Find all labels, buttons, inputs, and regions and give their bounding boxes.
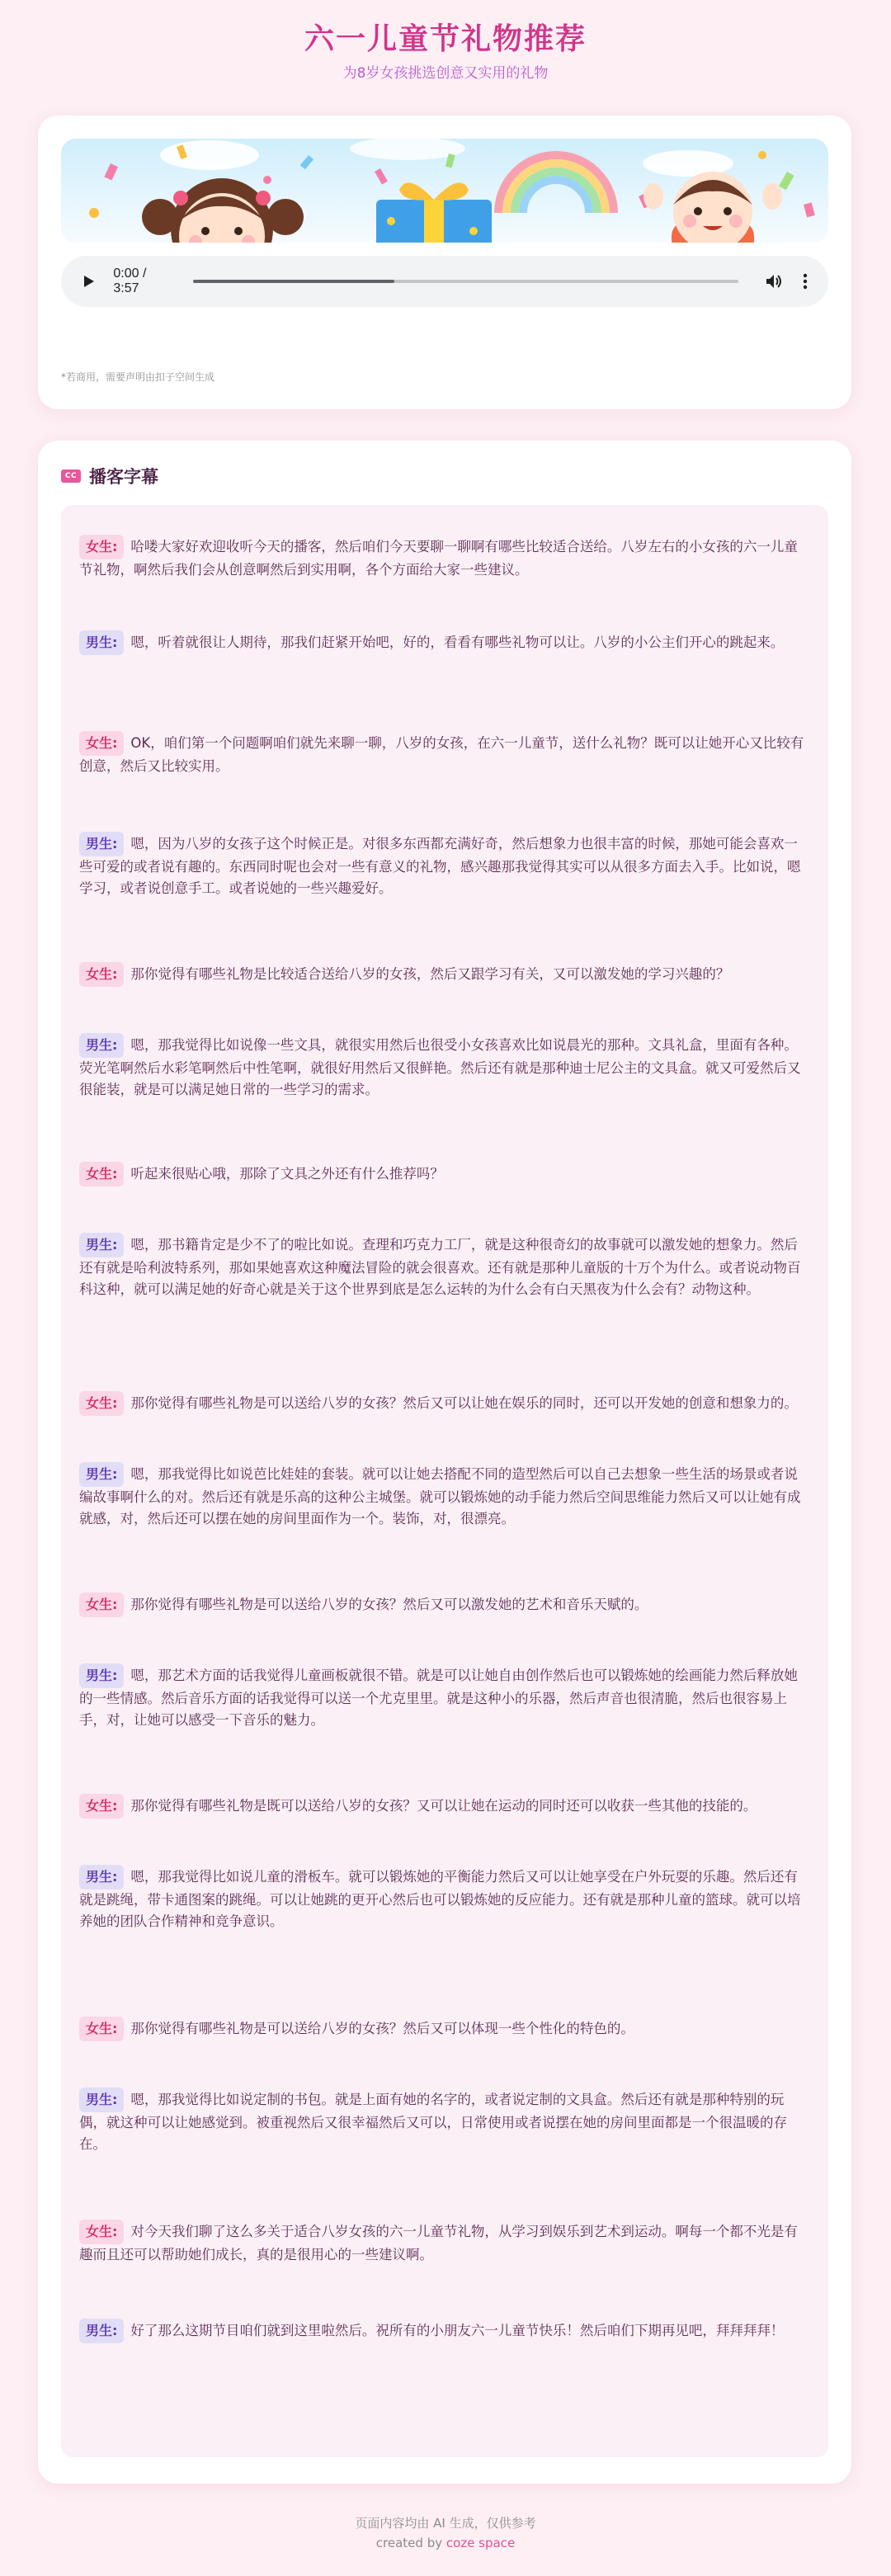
transcript-text: OK，咱们第一个问题啊咱们就先来聊一聊，八岁的女孩，在六一儿童节，送什么礼物？既可以让她开心又比较有创意，然后又比较实用。 [79,735,804,774]
speaker-tag-male: 男生: [79,1462,124,1487]
transcript-text: 哈喽大家好欢迎收听今天的播客，然后咱们今天要聊一聊啊有哪些比较适合送给。八岁左右的小女孩的六一儿童节礼物，啊然后我们会从创意啊然后到实用啊，各个方面给大家一些建议。 [79,539,798,578]
speaker-tag-male: 男生: [79,832,124,856]
transcript-text: 那你觉得有哪些礼物是既可以送给八岁的女孩？又可以让她在运动的同时还可以收获一些其他的技能的。 [130,1798,757,1814]
captions-icon: CC [61,469,81,483]
transcript-title: 播客字幕 [89,467,158,487]
transcript-text: 那你觉得有哪些礼物是比较适合送给八岁的女孩，然后又跟学习有关，又可以激发她的学习兴趣的？ [130,966,730,982]
boy-illustration [644,172,782,243]
transcript-text: 嗯，听着就很让人期待，那我们赶紧开始吧，好的，看看有哪些礼物可以让。八岁的小公主们开心的跳起来。 [130,635,785,650]
transcript-line [79,1391,810,1416]
transcript-line [79,535,810,581]
transcript-text: 听起来很贴心哦，那除了文具之外还有什么推荐吗？ [130,1166,444,1182]
transcript-text: 嗯，那我觉得比如说芭比娃娃的套装。就可以让她去搭配不同的造型然后可以自己去想象一些生活的场景或者说编故事啊什么的对。然后还有就是乐高的这种公主城堡。就可以锻炼她的动手能力然后空间思维能力然后又可以让她有成就感，对，然后还可以摆在她的房间里面作为一个。装饰，对，很漂亮。 [79,1466,801,1526]
girl-illustration [142,178,304,243]
gift-box-illustration [376,182,492,243]
transcript-text: 好了那么这期节目咱们就到这里啦然后。祝所有的小朋友六一儿童节快乐！然后咱们下期再见吧，拜拜拜拜！ [130,2323,785,2338]
volume-button[interactable] [763,270,785,293]
volume-icon [766,273,784,290]
page-footer [0,2513,891,2553]
footer-created-by: created by [375,2536,443,2550]
media-card [38,116,851,409]
more-options-button[interactable] [797,270,813,293]
speaker-tag-male: 男生: [79,630,124,655]
more-vertical-icon [803,273,808,290]
transcript-text: 嗯，那书籍肯定是少不了的啦比如说。查理和巧克力工厂，就是这种很奇幻的故事就可以激发她的想象力。然后还有就是哈利波特系列，那如果她喜欢这种魔法冒险的就会很喜欢。还有就是那种儿童版的十万个为什么。或者说动物百科这种，就可以满足她的好奇心就是关于这个世界到底是怎么运转的为什么会有白天黑夜为什么会有？动物这种。 [79,1237,801,1297]
speaker-tag-male: 男生: [79,1663,124,1688]
audio-time: 0:00 / 3:57 [113,267,147,295]
transcript-text: 嗯，那我觉得比如说定制的书包。就是上面有她的名字的，或者说定制的文具盒。然后还有就是那种特别的玩偶，就这种可以让她感觉到。被重视然后又很幸福然后又可以，日常使用或者说摆在她的房间里面都是一个很温暖的存在。 [79,2092,787,2152]
transcript-line [79,2220,810,2266]
usage-note: *若商用，需要声明由扣子空间生成 [61,371,215,383]
transcript-line [79,1233,810,1300]
speaker-tag-female: 女生: [79,535,124,559]
transcript-line [79,2088,810,2155]
audio-player[interactable] [61,256,828,307]
transcript-line [79,1162,810,1187]
speaker-tag-female: 女生: [79,1794,124,1819]
banner-illustration [61,139,828,243]
speaker-tag-male: 男生: [79,1865,124,1890]
speaker-tag-male: 男生: [79,2319,124,2343]
transcript-text: 那你觉得有哪些礼物是可以送给八岁的女孩？然后又可以体现一些个性化的特色的。 [130,2021,634,2036]
transcript-line [79,1462,810,1530]
play-icon [83,275,95,288]
page-title: 六一儿童节礼物推荐 [304,22,587,56]
children-gift-illustration [61,139,828,243]
page-subtitle: 为8岁女孩挑选创意又实用的礼物 [342,65,549,82]
speaker-tag-male: 男生: [79,2088,124,2112]
speaker-tag-female: 女生: [79,1391,124,1416]
transcript-text: 对今天我们聊了这么多关于适合八岁女孩的六一儿童节礼物，从学习到娱乐到艺术到运动。啊每一个都不光是有趣而且还可以帮助她们成长，真的是很用心的一些建议啊。 [79,2224,798,2262]
transcript-line [79,832,810,899]
transcript-line [79,630,810,655]
transcript-text: 嗯，那艺术方面的话我觉得儿童画板就很不错。就是可以让她自由创作然后也可以锻炼她的绘画能力然后释放她的一些情感。然后音乐方面的话我觉得可以送一个尤克里里。就是这种小的乐器，然后声音也很清脆，然后也很容易上手，对，让她可以感受一下音乐的魅力。 [79,1668,798,1728]
speaker-tag-female: 女生: [79,1592,124,1617]
footer-disclaimer: 页面内容均由 AI 生成，仅供参考 [355,2516,536,2531]
transcript-text: 那你觉得有哪些礼物是可以送给八岁的女孩？然后又可以让她在娱乐的同时，还可以开发她的创意和想象力的。 [130,1395,798,1411]
speaker-tag-male: 男生: [79,1033,124,1058]
transcript-line [79,1592,810,1617]
footer-credit [0,2533,891,2553]
speaker-tag-female: 女生: [79,731,124,756]
transcript-line [79,1865,810,1932]
transcript-line [79,1663,810,1731]
speaker-tag-female: 女生: [79,2220,124,2244]
speaker-tag-female: 女生: [79,2017,124,2041]
footer-brand-link[interactable]: coze space [446,2536,516,2550]
transcript-line [79,731,810,777]
play-button[interactable] [76,268,101,295]
transcript-line [79,962,810,987]
transcript-line [79,1033,810,1101]
transcript-list [61,505,828,2457]
page-header [0,0,891,97]
audio-progress-fill [193,280,395,283]
transcript-line [79,2319,810,2343]
speaker-tag-female: 女生: [79,1162,124,1187]
transcript-text: 嗯，那我觉得比如说像一些文具，就很实用然后也很受小女孩喜欢比如说晨光的那种。文具礼盒，里面有各种。荧光笔啊然后水彩笔啊然后中性笔啊，就很好用然后又很鲜艳。然后还有就是那种迪士尼公主的文具盒。就又可爱然后又很能装，就是可以满足她日常的一些学习的需求。 [79,1037,801,1097]
transcript-text: 嗯，那我觉得比如说儿童的滑板车。就可以锻炼她的平衡能力然后又可以让她享受在户外玩耍的乐趣。然后还有就是跳绳，带卡通图案的跳绳。可以让她跳的更开心然后也可以锻炼她的反应能力。还有就是那种儿童的篮球。就可以培养她的团队合作精神和竞争意识。 [79,1869,801,1929]
speaker-tag-male: 男生: [79,1233,124,1257]
transcript-card [38,441,851,2484]
transcript-line [79,1794,810,1819]
speaker-tag-female: 女生: [79,962,124,987]
transcript-text: 那你觉得有哪些礼物是可以送给八岁的女孩？然后又可以激发她的艺术和音乐天赋的。 [130,1597,648,1612]
audio-seek-bar[interactable] [193,280,738,283]
transcript-header [61,464,158,488]
rainbow-icon [498,155,614,213]
transcript-line [79,2017,810,2041]
transcript-text: 嗯，因为八岁的女孩子这个时候正是。对很多东西都充满好奇，然后想象力也很丰富的时候，那她可能会喜欢一些可爱的或者说有趣的。东西同时呢也会对一些有意义的礼物，感兴趣那我觉得其实可以从很多方面去入手。比如说，嗯学习，或者说创意手工。或者说她的一些兴趣爱好。 [79,836,801,896]
